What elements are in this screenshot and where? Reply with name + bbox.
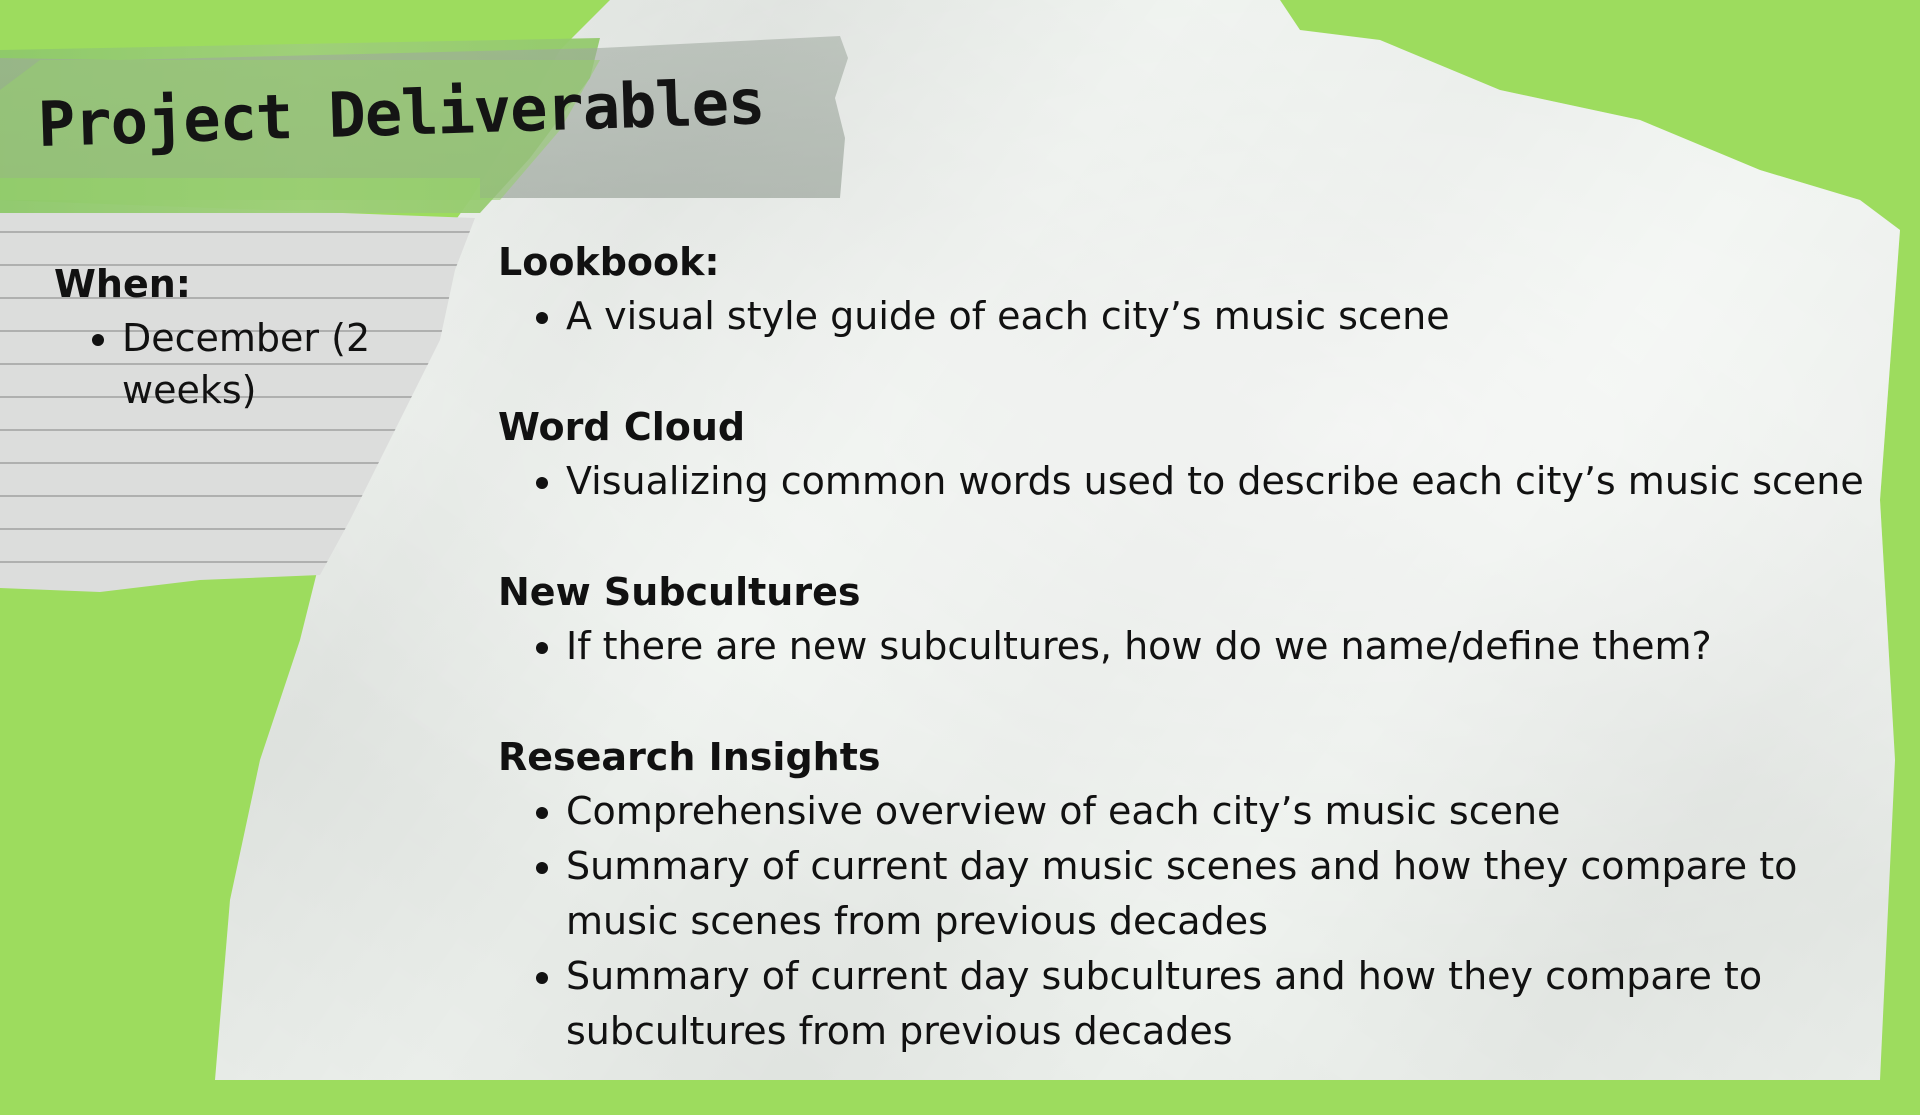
section-new-subcultures <box>498 565 1898 674</box>
section-research-insights <box>498 730 1898 1059</box>
section-list <box>498 784 1898 1059</box>
list-item: • A visual style guide of each city’s music scene <box>566 289 1898 344</box>
when-heading: When: <box>54 262 191 306</box>
list-item: • If there are new subcultures, how do we name/define them? <box>566 619 1898 674</box>
section-list <box>498 454 1898 509</box>
section-heading: Lookbook: <box>498 240 720 284</box>
section-list <box>498 619 1898 674</box>
section-heading: Word Cloud <box>498 405 746 449</box>
list-item: • Visualizing common words used to describe each city’s music scene <box>566 454 1898 509</box>
when-list <box>54 312 374 416</box>
slide-title: Project Deliverables <box>36 65 766 161</box>
deliverables-content <box>498 235 1898 1115</box>
when-item: • December (2 weeks) <box>122 312 374 416</box>
when-block <box>54 262 374 416</box>
section-word-cloud <box>498 400 1898 509</box>
section-heading: New Subcultures <box>498 570 861 614</box>
list-item: • Comprehensive overview of each city’s music scene <box>566 784 1898 839</box>
list-item: • Summary of current day subcultures and how they compare to subcultures from previous decades <box>566 949 1898 1059</box>
section-list <box>498 289 1898 344</box>
list-item: • Summary of current day music scenes and how they compare to music scenes from previous decades <box>566 839 1898 949</box>
section-heading: Research Insights <box>498 735 881 779</box>
section-lookbook <box>498 235 1898 344</box>
